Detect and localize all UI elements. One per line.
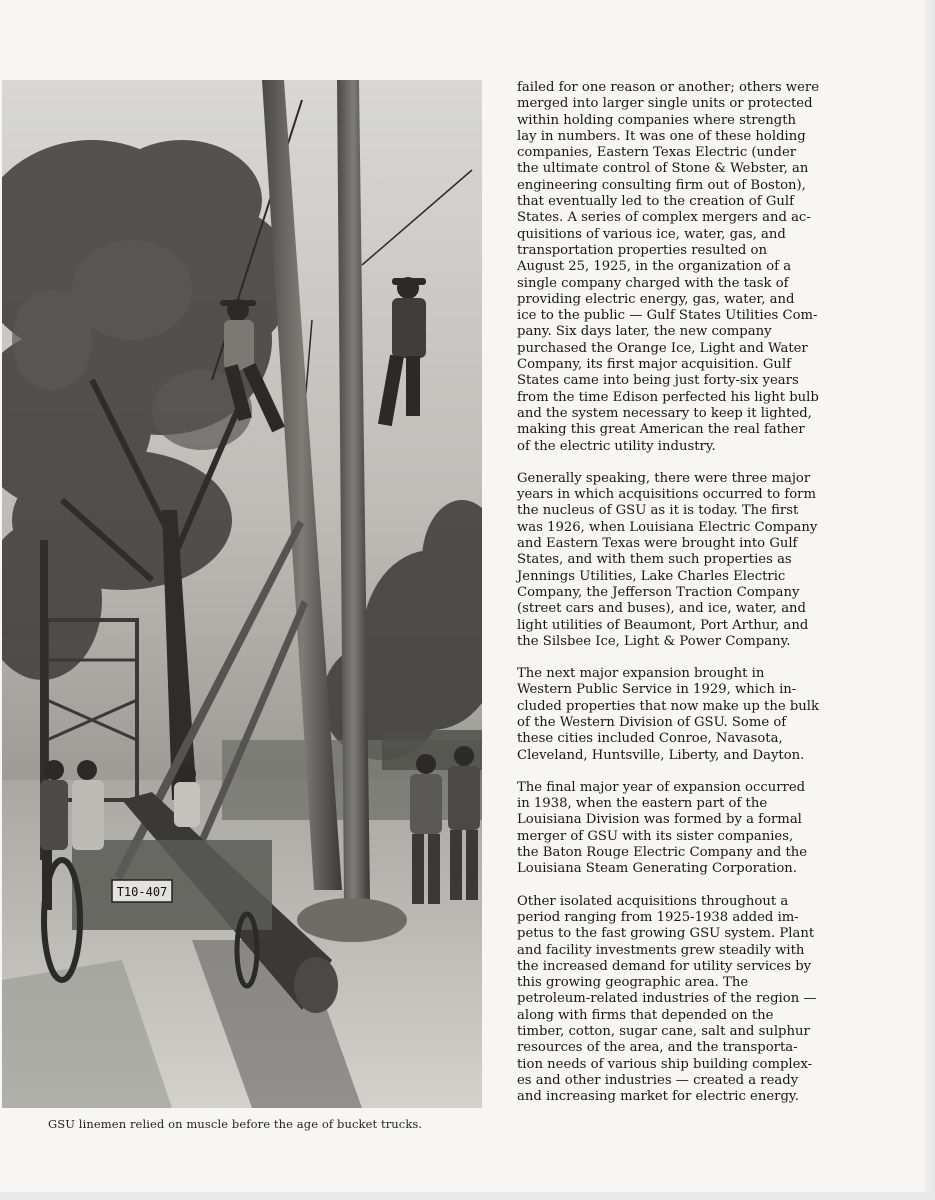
text-line: Jennings Utilities, Lake Charles Electric	[517, 568, 786, 584]
paragraph	[517, 894, 862, 1106]
text-line: the ultimate control of Stone & Webster, an	[517, 161, 809, 177]
text-line: and the system necessary to keep it lighted,	[517, 405, 812, 421]
text-line: Louisiana Division was formed by a formal	[517, 812, 802, 828]
text-line: that eventually led to the creation of Gulf	[517, 194, 794, 210]
text-line: resources of the area, and the transporta-	[517, 1040, 798, 1056]
text-line: the Silsbee Ice, Light & Power Company.	[517, 633, 791, 649]
page-edge	[925, 0, 935, 1200]
text-line: States, and with them such properties as	[517, 552, 792, 568]
text-line: this growing geographic area. The	[517, 975, 749, 991]
text-line: quisitions of various ice, water, gas, and	[517, 226, 786, 242]
text-line: within holding companies where strength	[517, 112, 797, 128]
text-line: The next major expansion brought in	[517, 666, 765, 682]
text-line: merger of GSU with its sister companies,	[517, 828, 794, 844]
text-line: and facility investments grew steadily with	[517, 942, 805, 958]
text-line: merged into larger single units or protected	[517, 96, 813, 112]
text-line: failed for one reason or another; others were	[517, 80, 819, 95]
text-line: providing electric energy, gas, water, and	[517, 291, 795, 307]
article-text	[517, 80, 862, 1122]
text-line: the nucleus of GSU as it is today. The first	[517, 503, 799, 519]
text-line: light utilities of Beaumont, Port Arthur, and	[517, 617, 809, 633]
paragraph	[517, 471, 862, 650]
text-line: August 25, 1925, in the organization of a	[517, 259, 792, 275]
text-line: the increased demand for utility services by	[517, 958, 812, 974]
text-line: Louisiana Steam Generating Corporation.	[517, 861, 797, 877]
text-line: transportation properties resulted on	[517, 242, 767, 258]
text-line: making this great American the real father	[517, 422, 805, 438]
paragraph	[517, 666, 862, 764]
text-line: pany. Six days later, the new company	[517, 324, 772, 340]
text-line: along with firms that depended on the	[517, 1007, 774, 1023]
text-line: engineering consulting firm out of Boston),	[517, 177, 806, 193]
text-line: Western Public Service in 1929, which in-	[517, 682, 797, 698]
text-line: cluded properties that now make up the bulk	[517, 698, 819, 714]
text-line: lay in numbers. It was one of these holding	[517, 128, 806, 144]
text-line: es and other industries — created a ready	[517, 1072, 799, 1088]
text-line: tion needs of various ship building complex-	[517, 1056, 813, 1072]
text-line: States. A series of complex mergers and ac-	[517, 210, 811, 226]
text-line: States came into being just forty-six years	[517, 373, 799, 389]
text-line: these cities included Conroe, Navasota,	[517, 731, 783, 747]
text-line: of the electric utility industry.	[517, 438, 716, 454]
historic-linemen-photo	[2, 80, 482, 1108]
paragraph	[517, 780, 862, 878]
text-line: years in which acquisitions occurred to form	[517, 487, 816, 503]
text-line: from the time Edison perfected his light bulb	[517, 389, 819, 405]
text-line: Company, its first major acquisition. Gulf	[517, 357, 791, 373]
text-line: companies, Eastern Texas Electric (under	[517, 145, 797, 161]
text-line: in 1938, when the eastern part of the	[517, 796, 768, 812]
photo-caption: GSU linemen relied on muscle before the age of bucket trucks.	[48, 1117, 423, 1131]
text-line: (street cars and buses), and ice, water, and	[517, 601, 806, 617]
text-line: timber, cotton, sugar cane, salt and sulphur	[517, 1024, 810, 1040]
text-line: was 1926, when Louisiana Electric Company	[517, 519, 818, 535]
text-line: purchased the Orange Ice, Light and Water	[517, 340, 808, 356]
text-line: and Eastern Texas were brought into Gulf	[517, 536, 798, 552]
text-line: Cleveland, Huntsville, Liberty, and Dayton.	[517, 747, 805, 763]
license-plate: T10-407	[116, 885, 168, 899]
text-line: the Baton Rouge Electric Company and the	[517, 845, 808, 861]
text-line: and increasing market for electric energy.	[517, 1089, 799, 1105]
text-line: petus to the fast growing GSU system. Plant	[517, 926, 815, 942]
text-line: period ranging from 1925-1938 added im-	[517, 909, 799, 925]
text-line: Generally speaking, there were three major	[517, 470, 811, 486]
page-edge-bottom	[0, 1192, 935, 1200]
text-line: Company, the Jefferson Traction Company	[517, 584, 800, 600]
text-line: The final major year of expansion occurred	[517, 779, 806, 795]
text-line: of the Western Division of GSU. Some of	[517, 714, 787, 730]
paragraph	[517, 80, 862, 455]
text-line: petroleum-related industries of the region —	[517, 991, 817, 1007]
text-line: Other isolated acquisitions throughout a	[517, 893, 789, 909]
text-line: single company charged with the task of	[517, 275, 789, 291]
text-line: ice to the public — Gulf States Utilities Com-	[517, 308, 818, 324]
